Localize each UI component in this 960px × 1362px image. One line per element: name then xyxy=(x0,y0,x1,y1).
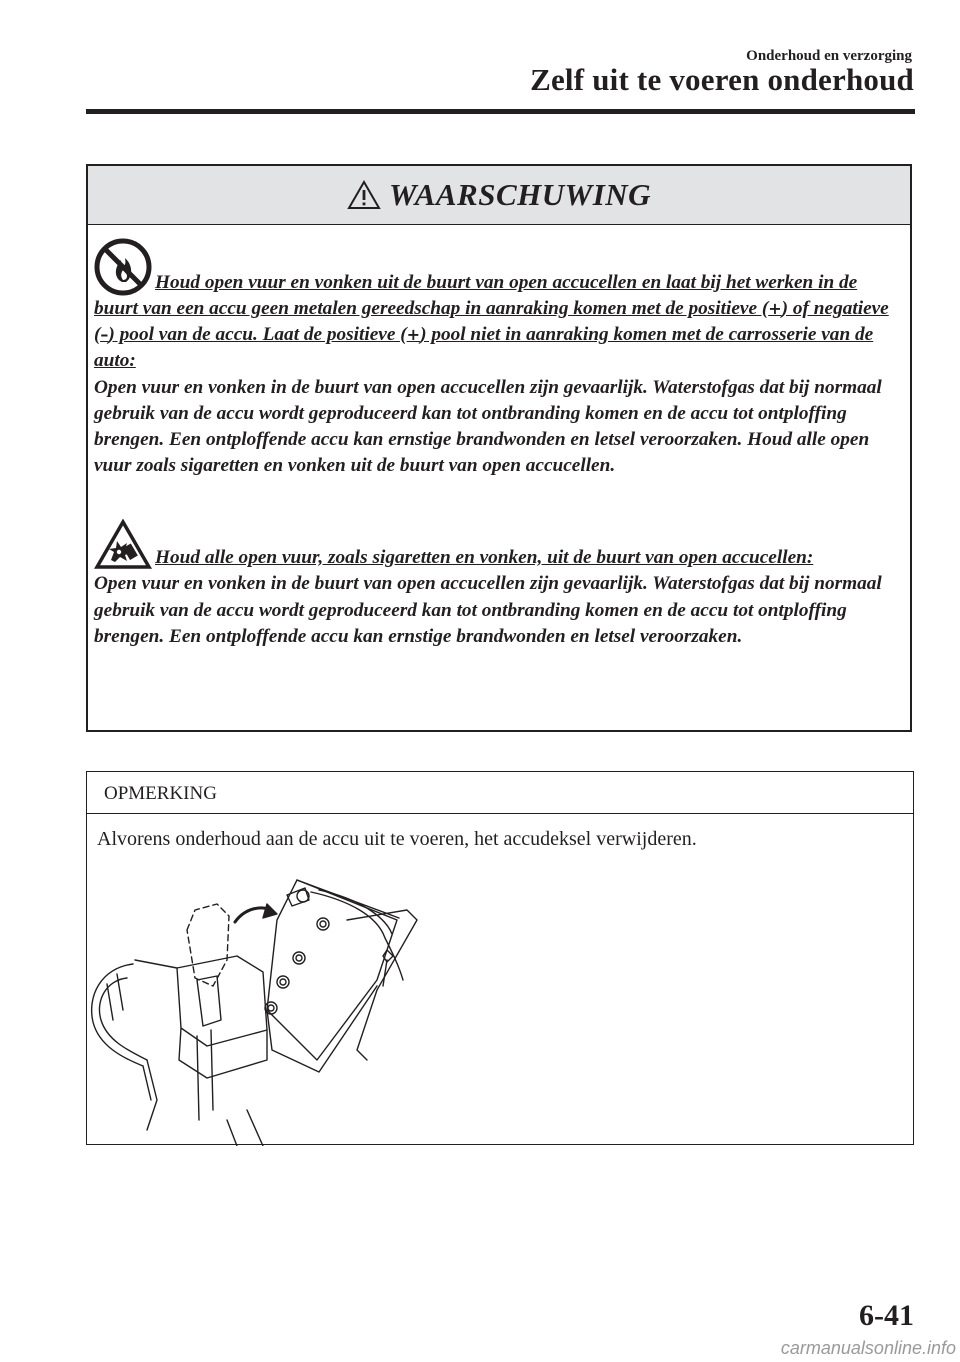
no-open-flame-icon xyxy=(94,238,152,296)
warning-block-2-heading xyxy=(94,547,813,568)
warning-body xyxy=(94,238,902,650)
header-rule xyxy=(86,109,915,114)
warning-heading-part-b: ) of negatieve ( xyxy=(94,298,889,346)
warning-box xyxy=(86,164,912,732)
minus-symbol: – xyxy=(100,325,109,345)
warning-block-1-body: Open vuur en vonken in de buurt van open accucellen zijn gevaarlijk. Waterstofgas dat bij normaal gebruik van de accu wordt geproduceerd kan tot ontbranding komen en de accu tot ontploffing brengen. Een ontploffende accu kan ernstige brandwonden en letsel veroorzaken. Houd alle open vuur zoals sigaretten en vonken uit de buurt van open accucellen. xyxy=(94,376,882,477)
warning-heading-part-a: Houd open vuur en vonken uit de buurt van open accucellen en laat bij het werken in de buurt van een accu geen metalen gereedschap in aanraking komen met de positieve ( xyxy=(94,271,858,319)
note-title: OPMERKING xyxy=(104,783,217,804)
warning-block-2-heading-text: Houd alle open vuur, zoals sigaretten en vonken, uit de buurt van open accucellen: xyxy=(155,547,814,569)
page-title: Zelf uit te voeren onderhoud xyxy=(530,62,914,97)
battery-cover-removal-illustration xyxy=(87,860,507,1146)
warning-triangle-icon xyxy=(347,180,381,210)
warning-block-2 xyxy=(94,519,902,650)
section-label: Onderhoud en verzorging xyxy=(746,48,912,64)
explosion-warning-icon xyxy=(94,519,152,571)
warning-block-1 xyxy=(94,238,902,479)
note-text: Alvorens onderhoud aan de accu uit te voeren, het accudeksel verwijderen. xyxy=(97,828,697,850)
page-number: 6-41 xyxy=(859,1299,914,1332)
warning-block-2-body: Open vuur en vonken in de buurt van open accucellen zijn gevaarlijk. Waterstofgas dat bij normaal gebruik van de accu wordt geproduceerd kan tot ontbranding komen en de accu tot ontploffing brengen. Een ontploffende accu kan ernstige brandwonden en letsel veroorzaken. xyxy=(94,573,882,647)
warning-heading-part-d: ) pool niet in aanraking komen met de carrosserie van de auto: xyxy=(94,324,874,372)
plus-symbol: + xyxy=(406,325,421,345)
note-box xyxy=(86,771,914,1145)
watermark: carmanualsonline.info xyxy=(780,1338,956,1358)
warning-heading-part-c: ) pool van de accu. Laat de positieve ( xyxy=(108,324,407,346)
warning-title: WAARSCHUWING xyxy=(388,177,652,212)
warning-block-1-heading xyxy=(94,272,889,372)
warning-header xyxy=(88,166,910,225)
plus-symbol: + xyxy=(768,299,782,318)
